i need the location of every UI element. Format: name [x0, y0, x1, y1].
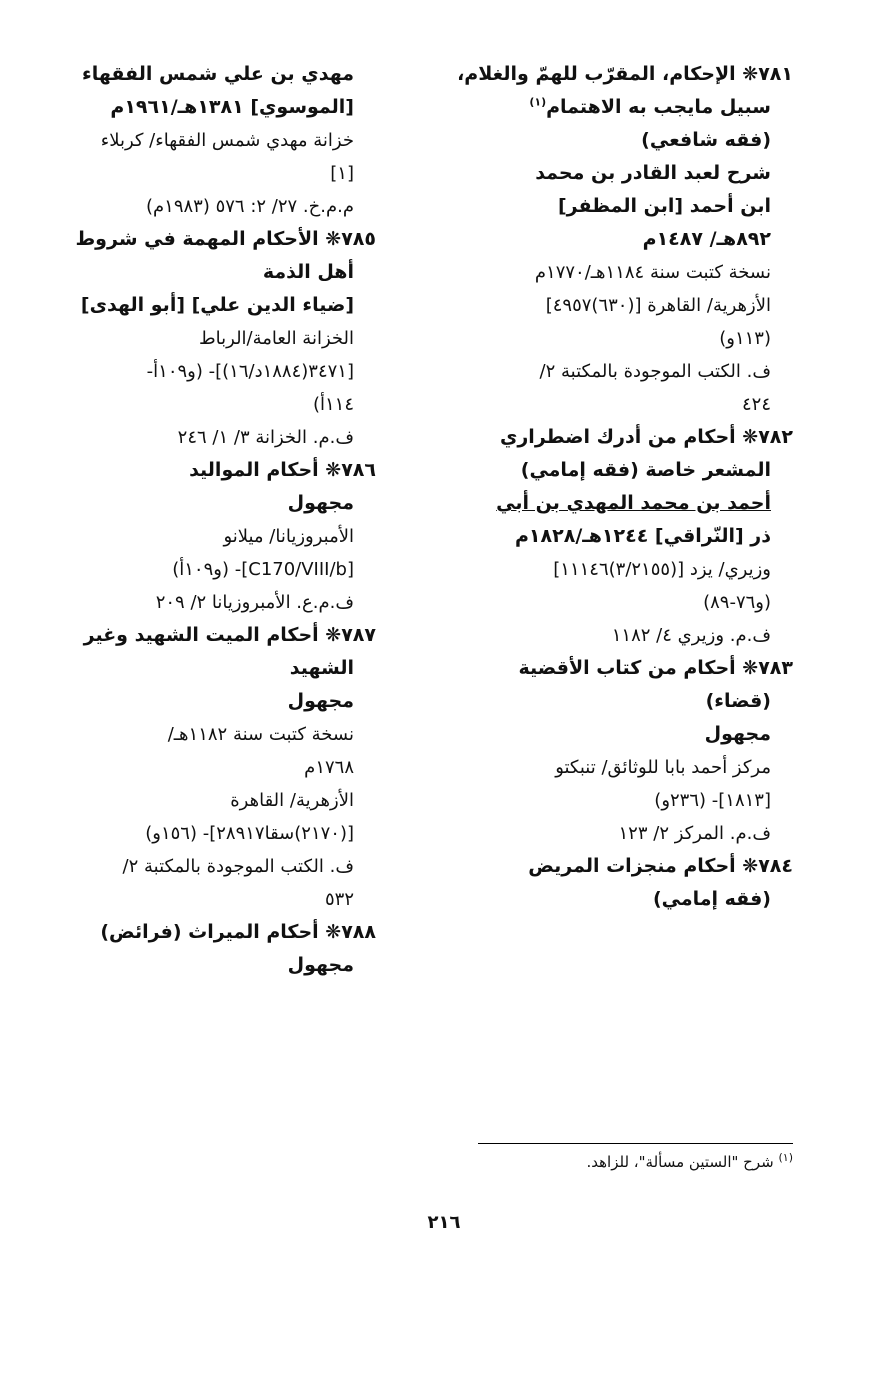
text-line	[46, 586, 376, 619]
text-line	[463, 355, 793, 388]
line-text: ٧٨٣❋ أحكام من كتاب الأقضية	[518, 657, 793, 679]
line-text: [١٨١٣]- (٢٣٦و)	[654, 790, 771, 811]
text-line	[463, 454, 793, 487]
line-text: ف.م. المركز ٢/ ١٢٣	[618, 823, 771, 844]
text-line	[46, 883, 376, 916]
text-line	[463, 124, 793, 157]
line-text: ٧٨٢❋ أحكام من أدرك اضطراري	[499, 426, 793, 448]
text-line	[463, 817, 793, 850]
text-line	[463, 289, 793, 322]
line-text: أحمد بن محمد المهدي بن أبي	[496, 492, 771, 514]
right-column	[457, 58, 793, 916]
line-text: أهل الذمة	[262, 261, 354, 283]
text-line	[463, 586, 793, 619]
line-text: نسخة كتبت سنة ١١٨٢هـ/	[167, 724, 354, 745]
text-line	[463, 520, 793, 553]
line-text: المشعر خاصة (فقه إمامي)	[520, 459, 771, 481]
line-text: [(٢١٧٠)سقا٢٨٩١٧]- (١٥٦و)	[145, 823, 354, 844]
text-line	[46, 751, 376, 784]
line-text: ف.م.ع. الأمبروزيانا ٢/ ٢٠٩	[155, 592, 354, 613]
left-column	[46, 58, 376, 982]
line-text: ١٧٦٨م	[304, 757, 354, 778]
footnote-marker: (١)	[778, 1151, 793, 1164]
text-line	[46, 817, 376, 850]
text-line	[463, 487, 793, 520]
text-line	[463, 751, 793, 784]
line-text: الأزهرية/ القاهرة [(٦٣٠)٤٩٥٧]	[545, 295, 771, 316]
text-line	[46, 91, 376, 124]
text-line	[46, 289, 376, 322]
text-line	[46, 553, 376, 586]
text-line	[463, 784, 793, 817]
text-line	[46, 454, 376, 487]
line-text: (١١٣و)	[719, 328, 771, 349]
line-text: م.م.خ. ٢٧/ ٢: ٥٧٦ (١٩٨٣م)	[145, 196, 354, 217]
line-text: ٧٨٤❋ أحكام منجزات المريض	[528, 855, 793, 877]
line-text: [C170/VIII/b]- (و١٠٩أ)	[172, 559, 354, 580]
text-line	[463, 553, 793, 586]
line-text: ٨٩٢هـ/ ١٤٨٧م	[642, 228, 771, 250]
footnote	[463, 1150, 793, 1174]
text-line	[463, 652, 793, 685]
text-line	[46, 421, 376, 454]
line-text: [٣٤٧١(١٨٨٤د/١٦)]- (و١٠٩أ-	[146, 361, 354, 382]
line-text: ١١٤أ)	[312, 394, 354, 415]
line-text: سبيل مايجب به الاهتمام	[546, 96, 771, 118]
line-text: ٧٨٥❋ الأحكام المهمة في شروط	[75, 228, 376, 250]
line-text: وزيري/ يزد [(٣/٢١٥٥)١١١٤٦]	[553, 559, 771, 580]
footnote-divider	[478, 1143, 793, 1144]
line-text: مركز أحمد بابا للوثائق/ تنبكتو	[555, 757, 771, 778]
line-text: ٧٨٨❋ أحكام الميراث (فرائض)	[100, 921, 376, 943]
text-line	[457, 58, 793, 91]
line-text: ٧٨٧❋ أحكام الميت الشهيد وغير	[83, 624, 376, 646]
line-text: (فقه إمامي)	[652, 888, 771, 910]
text-line	[46, 520, 376, 553]
line-text: ذر [النّراقي] ١٢٤٤هـ/١٨٢٨م	[514, 525, 771, 547]
line-text: الخزانة العامة/الرباط	[199, 328, 354, 349]
line-text: ف. الكتب الموجودة بالمكتبة ٢/	[122, 856, 354, 877]
text-line	[46, 784, 376, 817]
line-text: ف. الكتب الموجودة بالمكتبة ٢/	[539, 361, 771, 382]
text-line	[463, 91, 793, 124]
text-line	[46, 190, 376, 223]
line-text: نسخة كتبت سنة ١١٨٤هـ/١٧٧٠م	[534, 262, 771, 283]
text-line	[46, 916, 376, 949]
footnote-ref: (١)	[529, 95, 547, 109]
line-text: ٧٨١❋ الإحكام، المقرّب للهمّ والغلام،	[457, 63, 793, 85]
line-text: مجهول	[704, 723, 771, 745]
text-line	[463, 388, 793, 421]
text-line	[46, 256, 376, 289]
text-line	[46, 322, 376, 355]
line-text: ٤٢٤	[741, 394, 771, 415]
text-line	[46, 718, 376, 751]
line-text: شرح لعبد القادر بن محمد	[535, 162, 771, 184]
text-line	[46, 619, 376, 652]
text-line	[463, 256, 793, 289]
text-line	[463, 157, 793, 190]
line-text: [ضياء الدين علي] [أبو الهدى]	[80, 294, 354, 316]
text-line	[46, 223, 376, 256]
footnote-text: شرح "الستين مسألة"، للزاهد.	[586, 1153, 774, 1171]
text-line	[463, 883, 793, 916]
line-text: مجهول	[287, 954, 354, 976]
line-text: [الموسوي] ١٣٨١هـ/١٩٦١م	[110, 96, 354, 118]
line-text: مهدي بن علي شمس الفقهاء	[81, 63, 354, 85]
text-line	[46, 124, 376, 157]
line-text: (فقه شافعي)	[641, 129, 771, 151]
text-line	[463, 322, 793, 355]
text-line	[463, 190, 793, 223]
line-text: ٧٨٦❋ أحكام المواليد	[189, 459, 376, 481]
text-line	[46, 652, 376, 685]
text-line	[46, 685, 376, 718]
line-text: مجهول	[287, 492, 354, 514]
text-line	[463, 850, 793, 883]
text-line	[46, 487, 376, 520]
line-text: (و٧٦-٨٩)	[703, 592, 771, 613]
line-text: [١]	[330, 163, 354, 184]
text-line	[463, 223, 793, 256]
text-line	[46, 388, 376, 421]
text-line	[463, 718, 793, 751]
text-line	[46, 949, 376, 982]
line-text: خزانة مهدي شمس الفقهاء/ كربلاء	[100, 130, 354, 151]
line-text: ابن أحمد [ابن المظفر]	[557, 195, 771, 217]
text-line	[46, 355, 376, 388]
line-text: (قضاء)	[705, 690, 771, 712]
text-line	[463, 685, 793, 718]
line-text: ف.م. وزيري ٤/ ١١٨٢	[611, 625, 771, 646]
page-number: ٢١٦	[427, 1212, 461, 1233]
text-line	[463, 619, 793, 652]
text-line	[46, 850, 376, 883]
line-text: مجهول	[287, 690, 354, 712]
line-text: الأمبروزيانا/ ميلانو	[223, 526, 354, 547]
line-text: الشهيد	[289, 657, 354, 679]
text-line	[46, 157, 376, 190]
line-text: الأزهرية/ القاهرة	[230, 790, 354, 811]
text-line	[463, 421, 793, 454]
line-text: ٥٣٢	[324, 889, 354, 910]
line-text: ف.م. الخزانة ٣/ ١/ ٢٤٦	[177, 427, 354, 448]
text-line	[46, 58, 376, 91]
